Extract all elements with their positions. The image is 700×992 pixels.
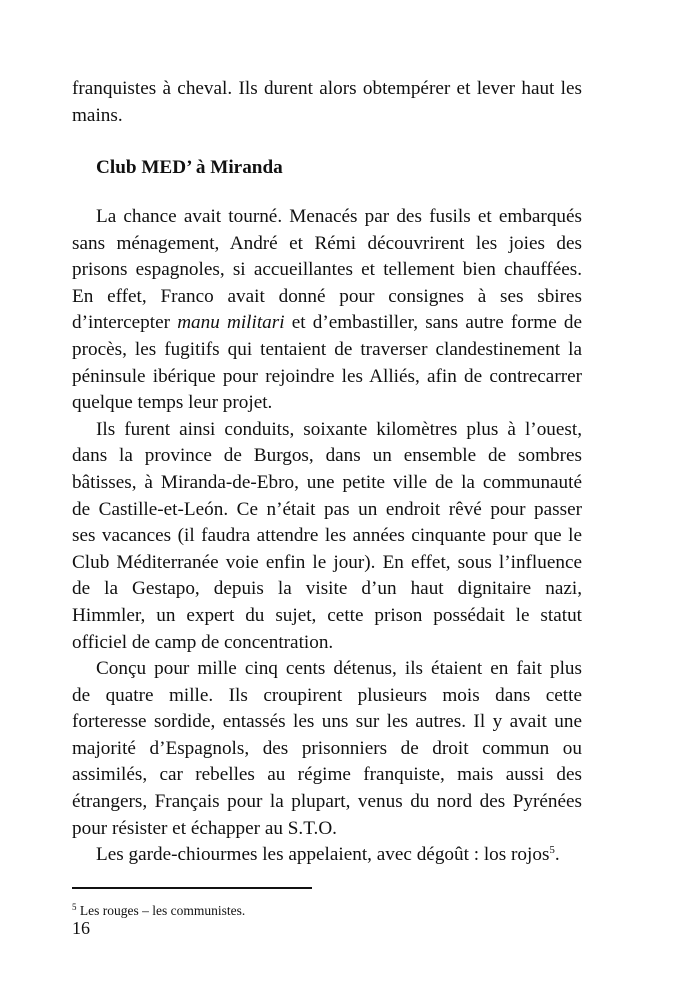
paragraph-line: dans la province de Burgos, dans un ensemble de sombres	[72, 445, 582, 467]
paragraph-line	[72, 310, 582, 337]
footnote	[72, 902, 245, 919]
paragraph-line: prisons espagnoles, si accueillantes et tellement bien chauffées.	[72, 259, 582, 281]
paragraph-line: forteresse sordide, entassés les uns sur les autres. Il y avait une	[72, 711, 582, 733]
text-segment: et d’embastiller, sans autre forme de	[284, 312, 582, 334]
paragraph-line: assimilés, car rebelles au régime franquiste, mais aussi des	[72, 764, 582, 786]
page-number: 16	[72, 918, 90, 938]
text-segment: d’intercepter	[72, 312, 178, 334]
paragraph-line: Ils furent ainsi conduits, soixante kilomètres plus à l’ouest,	[96, 418, 582, 440]
paragraph-line: En effet, Franco avait donné pour consignes à ses sbires	[72, 285, 582, 307]
paragraph-line	[72, 842, 582, 869]
footnote-reference: 5	[549, 844, 555, 857]
paragraph-line: officiel de camp de concentration.	[72, 631, 334, 653]
paragraph-line: ses vacances (il faudra attendre les années cinquante pour que le	[72, 525, 582, 547]
intro-line: mains.	[72, 105, 123, 126]
footnote-text: Les rouges – les communistes.	[76, 903, 246, 918]
section-heading: Club MED’ à Miranda	[96, 157, 283, 178]
footnote-divider	[72, 887, 312, 889]
body-text	[0, 204, 700, 869]
paragraph-line: de Castille-et-León. Ce n’était pas un endroit rêvé pour passer	[72, 498, 582, 520]
paragraph-line: Himmler, un expert du sujet, cette prison possédait le statut	[72, 604, 582, 626]
paragraph-line: péninsule ibérique pour rejoindre les Alliés, afin de contrecarrer	[72, 365, 582, 387]
intro-line: franquistes à cheval. Ils durent alors obtempérer et lever haut les	[72, 78, 582, 99]
paragraph-line: procès, les fugitifs qui tentaient de traverser clandestinement la	[72, 338, 582, 360]
paragraph-line: quelque temps leur projet.	[72, 392, 273, 414]
italic-text: manu militari	[177, 312, 285, 334]
paragraph-line: Conçu pour mille cinq cents détenus, ils étaient en fait plus	[96, 658, 582, 680]
paragraph-line: Club Méditerranée voie enfin le jour). En effet, sous l’influence	[72, 551, 582, 573]
paragraph-line: bâtisses, à Miranda-de-Ebro, une petite ville de la communauté	[72, 471, 582, 493]
text-segment: Les garde-chiourmes les appelaient, avec dégoût : los rojos	[96, 844, 550, 866]
paragraph-line: de la Gestapo, depuis la visite d’un haut dignitaire nazi,	[72, 578, 582, 600]
paragraph-line: de quatre mille. Ils croupirent plusieurs mois dans cette	[72, 684, 582, 706]
paragraph-line: étrangers, Français pour la plupart, venus du nord des Pyrénées	[72, 791, 582, 813]
text-segment: .	[554, 844, 560, 866]
paragraph-line: sans ménagement, André et Rémi découvrirent les joies des	[72, 232, 582, 254]
paragraph-line: pour résister et échapper au S.T.O.	[72, 817, 337, 839]
paragraph-line: La chance avait tourné. Menacés par des fusils et embarqués	[96, 206, 582, 227]
paragraph-line: majorité d’Espagnols, des prisonniers de droit commun ou	[72, 737, 582, 759]
footnote-mark: 5	[72, 902, 77, 912]
